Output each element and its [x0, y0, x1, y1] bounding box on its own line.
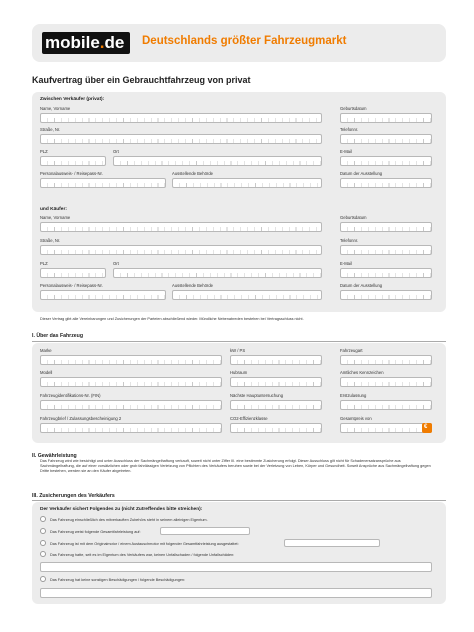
- type-label: Fahrzeugart: [340, 348, 363, 353]
- buyer-zip-label: PLZ: [40, 261, 48, 266]
- assurance-checkbox[interactable]: [40, 540, 46, 546]
- assurance-checkbox[interactable]: [40, 528, 46, 534]
- vin-label: Fahrzeugidentifikations-Nr. (FIN): [40, 393, 101, 398]
- inspection-field[interactable]: [230, 400, 322, 410]
- contract-note: Dieser Vertrag gibt alle Vereinbarungen und Zusicherungen der Parteien abschließend wieder. Mündliche Nebenabreden bestehen bei Vertragsschluss nicht.: [40, 317, 304, 321]
- assurance-item: Das Fahrzeug weist folgende Gesamtfahrleistung auf:: [50, 530, 141, 534]
- vin-field[interactable]: [40, 400, 222, 410]
- seller-zip-label: PLZ: [40, 149, 48, 154]
- seller-heading: Zwischen Verkäufer (privat):: [40, 97, 105, 102]
- buyer-city-field[interactable]: [113, 268, 322, 278]
- buyer-date-field[interactable]: [340, 290, 432, 300]
- plate-field[interactable]: [340, 377, 432, 387]
- price-field[interactable]: [340, 423, 432, 433]
- price-label: Gesamtpreis von: [340, 416, 372, 421]
- cc-label: Hubraum: [230, 370, 248, 375]
- seller-email-label: E-Mail: [340, 149, 352, 154]
- buyer-email-field[interactable]: [340, 268, 432, 278]
- buyer-email-label: E-Mail: [340, 261, 352, 266]
- buyer-date-label: Datum der Ausstellung: [340, 283, 383, 288]
- seller-birth-label: Geburtsdatum: [340, 106, 367, 111]
- assurance-item: Das Fahrzeug einschließlich des mitverkauften Zubehörs steht in seinem alleinigen Eigentum.: [50, 518, 208, 522]
- registration-doc-label: Fahrzeugbrief / Zulassungsbescheinigung 2: [40, 416, 122, 421]
- seller-city-field[interactable]: [113, 156, 322, 166]
- divider: [32, 341, 446, 342]
- buyer-authority-field[interactable]: [172, 290, 322, 300]
- assurances-intro: Der Verkäufer sichert Folgendes zu (nicht Zutreffendes bitte streichen):: [40, 507, 203, 512]
- type-field[interactable]: [340, 355, 432, 365]
- brand-field[interactable]: [40, 355, 222, 365]
- kw-field[interactable]: [230, 355, 322, 365]
- seller-phone-label: Telefonnr.: [340, 127, 359, 132]
- seller-name-label: Name, Vorname: [40, 106, 71, 111]
- assurance-item: Das Fahrzeug hatte, seit es im Eigentum des Verkäufers war, keinen Unfallschaden / folgende Unfallschäden:: [50, 553, 235, 557]
- buyer-street-label: Straße, Nr.: [40, 238, 61, 243]
- seller-id-label: Personalausweis- / Reisepass-Nr.: [40, 171, 103, 176]
- buyer-city-label: Ort: [113, 261, 119, 266]
- seller-authority-field[interactable]: [172, 178, 322, 188]
- co2-field[interactable]: [230, 423, 322, 433]
- engine-mileage-field[interactable]: [284, 539, 380, 547]
- seller-street-label: Straße, Nr.: [40, 127, 61, 132]
- mobile-de-logo: mobile.de: [42, 32, 130, 54]
- accident-field[interactable]: [40, 562, 432, 572]
- buyer-id-label: Personalausweis- / Reisepass-Nr.: [40, 283, 103, 288]
- document-title: Kaufvertrag über ein Gebrauchtfahrzeug von privat: [32, 75, 251, 85]
- seller-street-field[interactable]: [40, 134, 322, 144]
- cc-field[interactable]: [230, 377, 322, 387]
- seller-authority-label: Ausstellende Behörde: [172, 171, 213, 176]
- assurance-checkbox[interactable]: [40, 576, 46, 582]
- tagline: Deutschlands größter Fahrzeugmarkt: [142, 35, 347, 47]
- warranty-text: Das Fahrzeug wird wie besichtigt und unter Ausschluss der Sachmängelhaftung verkauft, soweit nicht unter Ziffer III. eine bestimmte Zusicherung erfolgt. Dieser Ausschluss gilt nicht für Schadenersatzansprüche aus Sachmängelhaftung, die auf einer vorsätzlichen oder grob fahrlässigen Verletzung von Pflichten des Verkäufers beruhen sowie bei der Verletzung von Leben, Körper und Gesundheit. Soweit Ansprüche aus Sachmängelhaftung gegen Dritte bestehen, werden sie an den Käufer abgetreten.: [40, 459, 431, 473]
- first-reg-label: Erstzulassung: [340, 393, 367, 398]
- parties-panel: [32, 92, 446, 312]
- registration-doc-field[interactable]: [40, 423, 222, 433]
- assurance-checkbox[interactable]: [40, 551, 46, 557]
- mileage-field[interactable]: [160, 527, 250, 535]
- co2-label: CO2-Effizienzklasse: [230, 416, 268, 421]
- model-field[interactable]: [40, 377, 222, 387]
- model-label: Modell: [40, 370, 53, 375]
- assurances-heading: III. Zusicherungen des Verkäufers: [32, 493, 115, 499]
- vehicle-heading: I. Über das Fahrzeug: [32, 333, 84, 339]
- euro-icon: €: [424, 424, 428, 430]
- assurance-item: Das Fahrzeug ist mit dem Originalmotor / einem Austauschmotor mit folgender Gesamtfahrleistung ausgestattet:: [50, 542, 239, 546]
- buyer-birth-field[interactable]: [340, 222, 432, 232]
- assurance-checkbox[interactable]: [40, 516, 46, 522]
- warranty-heading: II. Gewährleistung: [32, 453, 77, 459]
- buyer-birth-label: Geburtsdatum: [340, 215, 367, 220]
- kw-label: kW / PS: [230, 348, 246, 353]
- assurance-item: Das Fahrzeug hat keine sonstigen Beschädigungen / folgende Beschädigungen:: [50, 578, 186, 582]
- seller-name-field[interactable]: [40, 113, 322, 123]
- damage-field[interactable]: [40, 588, 432, 598]
- seller-id-field[interactable]: [40, 178, 166, 188]
- buyer-authority-label: Ausstellende Behörde: [172, 283, 213, 288]
- seller-phone-field[interactable]: [340, 134, 432, 144]
- brand-label: Marke: [40, 348, 52, 353]
- seller-date-label: Datum der Ausstellung: [340, 171, 383, 176]
- seller-email-field[interactable]: [340, 156, 432, 166]
- buyer-name-label: Name, Vorname: [40, 215, 71, 220]
- plate-label: Amtliches Kennzeichen: [340, 370, 384, 375]
- buyer-street-field[interactable]: [40, 245, 322, 255]
- seller-date-field[interactable]: [340, 178, 432, 188]
- buyer-heading: und Käufer:: [40, 207, 67, 212]
- buyer-phone-label: Telefonnr.: [340, 238, 359, 243]
- header-bar: [32, 24, 446, 62]
- seller-city-label: Ort: [113, 149, 119, 154]
- buyer-zip-field[interactable]: [40, 268, 106, 278]
- inspection-label: Nächste Hauptuntersuchung: [230, 393, 284, 398]
- seller-birth-field[interactable]: [340, 113, 432, 123]
- seller-zip-field[interactable]: [40, 156, 106, 166]
- divider: [32, 500, 446, 501]
- first-reg-field[interactable]: [340, 400, 432, 410]
- buyer-id-field[interactable]: [40, 290, 166, 300]
- buyer-phone-field[interactable]: [340, 245, 432, 255]
- buyer-name-field[interactable]: [40, 222, 322, 232]
